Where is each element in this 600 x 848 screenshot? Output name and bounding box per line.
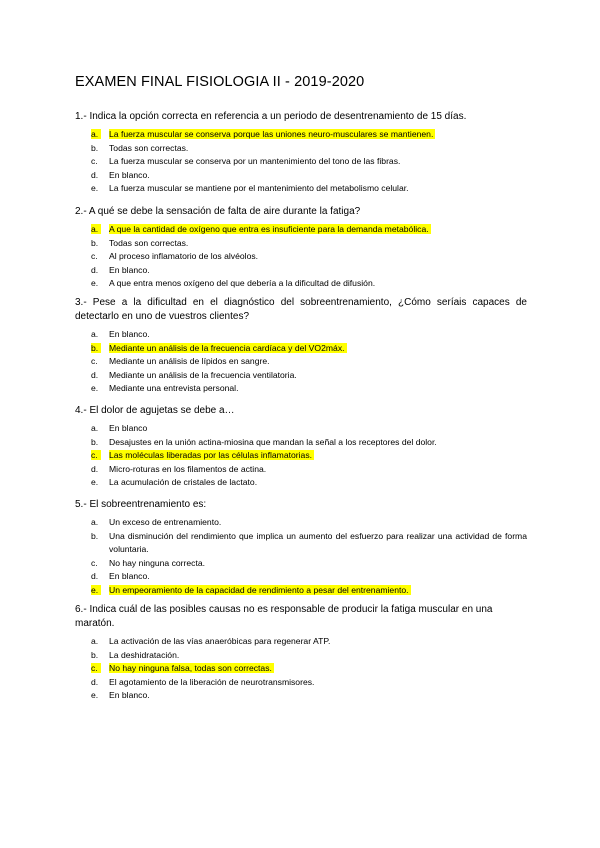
option-text (109, 649, 527, 663)
option-text-content: Todas son correctas. (109, 142, 189, 153)
question-4 (75, 404, 527, 490)
option-text (109, 436, 527, 450)
option-letter-text: d. (91, 264, 99, 275)
option-letter (75, 277, 109, 291)
option-text-content: En blanco. (109, 264, 150, 275)
answer-option (75, 369, 527, 383)
option-letter (75, 662, 109, 676)
option-letter (75, 516, 109, 530)
option-text (109, 155, 527, 169)
option-text-content: No hay ninguna falsa, todas son correctas. (109, 663, 272, 673)
option-letter (75, 328, 109, 342)
answer-option (75, 128, 527, 142)
option-letter-text: e. (91, 585, 101, 595)
answer-option (75, 570, 527, 584)
option-letter-text: d. (91, 676, 99, 687)
option-letter (75, 649, 109, 663)
option-letter-text: a. (91, 329, 99, 339)
option-letter (75, 142, 109, 156)
answer-option (75, 382, 527, 396)
option-text-content: En blanco (109, 423, 148, 433)
option-letter (75, 584, 109, 598)
option-text (109, 476, 527, 490)
answer-option (75, 182, 527, 196)
option-text (109, 463, 527, 477)
option-text (109, 142, 527, 156)
option-letter (75, 689, 109, 703)
answer-option (75, 328, 527, 342)
answer-option (75, 449, 527, 463)
question-2 (75, 205, 527, 291)
option-letter-text: c. (91, 557, 98, 568)
option-text-content: Mediante un análisis de la frecuencia ventilatoria. (109, 369, 297, 380)
option-text (109, 182, 527, 196)
option-letter-text: c. (91, 356, 98, 366)
answer-option (75, 264, 527, 278)
option-letter-text: c. (91, 663, 101, 673)
option-letter (75, 676, 109, 690)
option-text (109, 277, 527, 291)
option-letter (75, 182, 109, 196)
option-text-content: Micro-roturas en los filamentos de actina. (109, 463, 267, 474)
option-letter (75, 369, 109, 383)
option-text (109, 449, 527, 463)
option-text (109, 689, 527, 703)
option-letter-text: a. (91, 224, 101, 234)
page-title: EXAMEN FINAL FISIOLOGIA II - 2019-2020 (75, 74, 365, 90)
option-letter (75, 436, 109, 450)
option-letter (75, 422, 109, 436)
option-letter (75, 250, 109, 264)
option-letter (75, 530, 109, 557)
option-letter-text: a. (91, 636, 99, 646)
question-text: 5.- El sobreentrenamiento es: (75, 499, 207, 510)
option-text-content: Mediante un análisis de lípidos en sangre. (109, 356, 270, 366)
option-text (109, 635, 527, 649)
answer-option (75, 277, 527, 291)
question-text: 2.- A qué se debe la sensación de falta de aire durante la fatiga? (75, 206, 361, 217)
answer-option (75, 237, 527, 251)
option-text-content: Mediante un análisis de la frecuencia cardíaca y del VO2máx. (109, 342, 345, 353)
option-text (109, 422, 527, 436)
option-letter (75, 128, 109, 142)
option-text (109, 328, 527, 342)
option-text (109, 530, 527, 557)
option-letter (75, 570, 109, 584)
option-text-content: Mediante una entrevista personal. (109, 383, 239, 393)
option-letter-text: d. (91, 369, 99, 380)
option-letter-text: b. (91, 436, 99, 447)
option-text (109, 369, 527, 383)
option-text-content: La activación de las vías anaeróbicas para regenerar ATP. (109, 636, 331, 646)
option-letter-text: c. (91, 156, 98, 166)
option-letter (75, 355, 109, 369)
option-letter (75, 155, 109, 169)
answer-option (75, 689, 527, 703)
question-6 (75, 603, 527, 703)
option-text-content: A que entra menos oxígeno del que debería a la dificultad de difusión. (109, 278, 376, 288)
option-list (75, 223, 527, 291)
option-letter-text: e. (91, 183, 99, 193)
option-text (109, 342, 527, 356)
option-letter-text: a. (91, 423, 99, 433)
option-letter-text: d. (91, 169, 99, 180)
option-letter-text: e. (91, 383, 99, 393)
option-letter-text: e. (91, 278, 99, 288)
answer-option (75, 516, 527, 530)
option-text (109, 355, 527, 369)
option-list (75, 635, 527, 703)
option-letter (75, 237, 109, 251)
option-list (75, 128, 527, 196)
option-letter-text: a. (91, 129, 101, 139)
option-letter-text: b. (91, 142, 99, 153)
option-letter (75, 449, 109, 463)
option-text-content: Una disminución del rendimiento que implica un aumento del esfuerzo para realizar una actividad de forma voluntaria. (109, 530, 527, 554)
answer-option (75, 584, 527, 598)
option-text-content: En blanco. (109, 690, 150, 700)
answer-option (75, 557, 527, 571)
answer-option (75, 223, 527, 237)
option-text-content: La deshidratación. (109, 649, 180, 660)
answer-option (75, 476, 527, 490)
answer-option (75, 342, 527, 356)
option-list (75, 328, 527, 396)
option-text-content: La fuerza muscular se conserva porque las uniones neuro-musculares se mantienen. (109, 129, 434, 139)
option-letter-text: b. (91, 649, 99, 660)
answer-option (75, 355, 527, 369)
option-text (109, 557, 527, 571)
option-text (109, 250, 527, 264)
option-text-content: Desajustes en la unión actina-miosina que mandan la señal a los receptores del dolor. (109, 436, 437, 447)
answer-option (75, 676, 527, 690)
option-letter-text: d. (91, 463, 99, 474)
option-letter (75, 635, 109, 649)
question-text: 3.- Pese a la dificultad en el diagnóstico del sobreentrenamiento, ¿Cómo seríais capaces de detectarlo en uno de vuestros clientes? (75, 297, 527, 322)
option-list (75, 422, 527, 490)
option-text (109, 223, 527, 237)
answer-option (75, 422, 527, 436)
option-letter (75, 382, 109, 396)
option-letter (75, 223, 109, 237)
option-letter-text: c. (91, 251, 98, 261)
option-text-content: Un exceso de entrenamiento. (109, 517, 222, 527)
option-letter-text: e. (91, 477, 99, 487)
option-text (109, 570, 527, 584)
answer-option (75, 142, 527, 156)
option-letter (75, 557, 109, 571)
option-letter (75, 169, 109, 183)
option-text (109, 128, 527, 142)
option-text (109, 382, 527, 396)
answer-option (75, 530, 527, 557)
option-letter-text: a. (91, 517, 99, 527)
option-text (109, 237, 527, 251)
option-text-content: Un empeoramiento de la capacidad de rendimiento a pesar del entrenamiento. (109, 584, 409, 595)
option-letter (75, 476, 109, 490)
option-text-content: El agotamiento de la liberación de neurotransmisores. (109, 676, 315, 687)
option-text-content: Al proceso inflamatorio de los alvéolos. (109, 251, 259, 261)
option-letter (75, 264, 109, 278)
option-text (109, 169, 527, 183)
option-letter-text: b. (91, 237, 99, 248)
option-text-content: En blanco. (109, 571, 150, 581)
option-text-content: No hay ninguna correcta. (109, 557, 206, 568)
option-text (109, 516, 527, 530)
option-letter-text: d. (91, 571, 99, 581)
option-letter (75, 342, 109, 356)
option-letter-text: e. (91, 690, 99, 700)
option-text-content: Las moléculas liberadas por las células inflamatorias. (109, 450, 313, 460)
question-text: 6.- Indica cuál de las posibles causas no es responsable de producir la fatiga muscular en una maratón. (75, 604, 493, 629)
question-text: 4.- El dolor de agujetas se debe a… (75, 405, 235, 416)
answer-option (75, 436, 527, 450)
answer-option (75, 463, 527, 477)
question-1 (75, 110, 527, 196)
option-list (75, 516, 527, 597)
answer-option (75, 649, 527, 663)
answer-option (75, 250, 527, 264)
option-letter-text: c. (91, 450, 101, 460)
answer-option (75, 662, 527, 676)
question-text: 1.- Indica la opción correcta en referencia a un periodo de desentrenamiento de 15 días. (75, 111, 467, 122)
option-text (109, 676, 527, 690)
option-text-content: En blanco. (109, 169, 150, 180)
option-text-content: Todas son correctas. (109, 237, 189, 248)
option-text-content: La acumulación de cristales de lactato. (109, 477, 258, 487)
option-letter (75, 463, 109, 477)
option-letter-text: b. (91, 343, 101, 353)
answer-option (75, 155, 527, 169)
option-text-content: En blanco. (109, 329, 150, 339)
option-text (109, 662, 527, 676)
option-text-content: La fuerza muscular se mantiene por el mantenimiento del metabolismo celular. (109, 183, 409, 193)
option-text-content: A que la cantidad de oxígeno que entra es insuficiente para la demanda metabólica. (109, 224, 429, 234)
option-text (109, 584, 527, 598)
question-5 (75, 498, 527, 597)
option-text-content: La fuerza muscular se conserva por un mantenimiento del tono de las fibras. (109, 156, 401, 166)
answer-option (75, 169, 527, 183)
answer-option (75, 635, 527, 649)
option-letter-text: b. (91, 530, 99, 541)
option-text (109, 264, 527, 278)
question-3 (75, 296, 527, 396)
